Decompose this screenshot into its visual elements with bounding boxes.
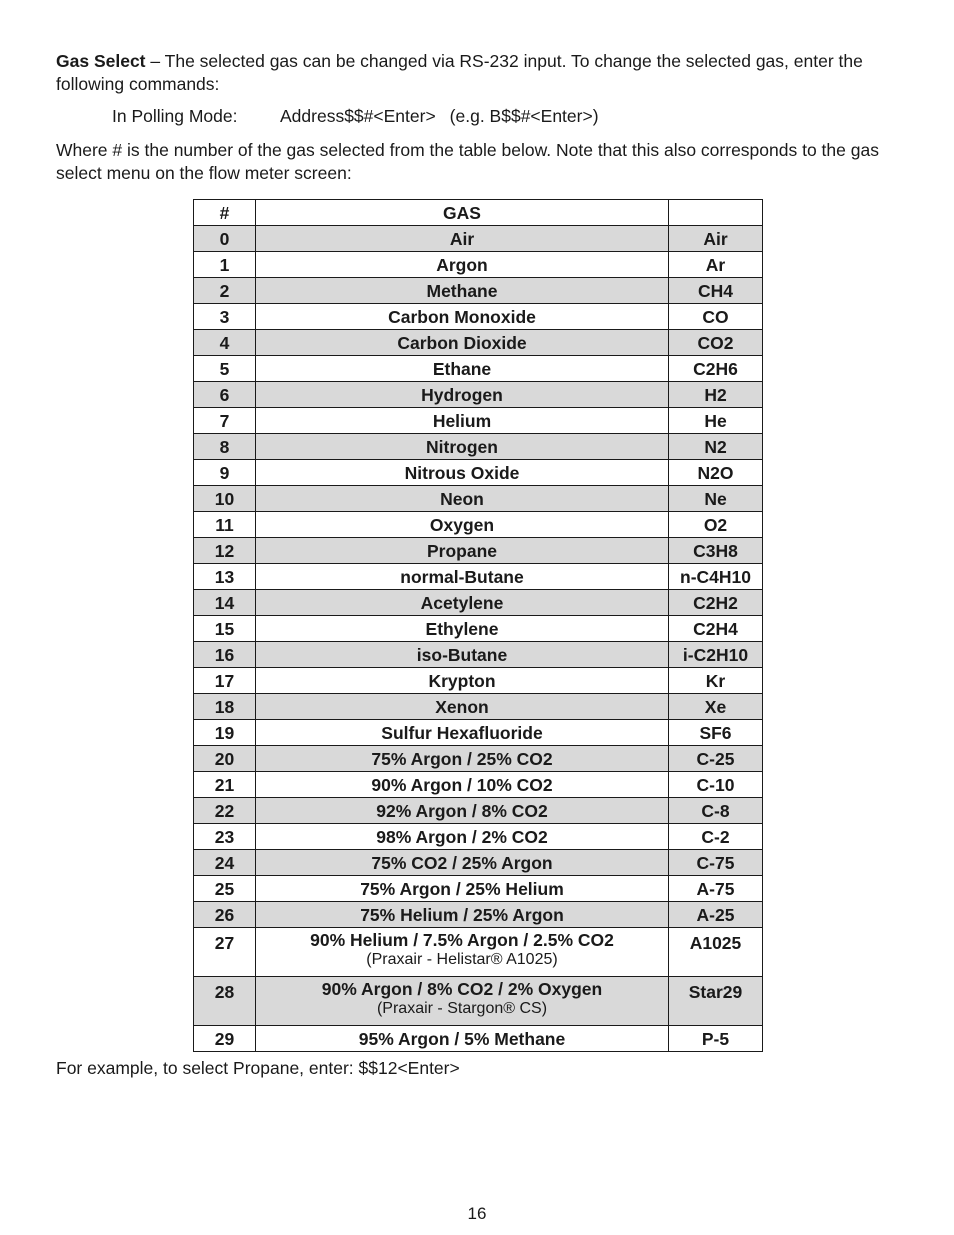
gas-number-cell: 25 [194,876,256,902]
section-heading: Gas Select [56,51,146,71]
gas-trade-name: (Praxair - Helistar® A1025) [366,951,558,968]
polling-command [112,105,901,127]
table-row [194,668,763,694]
gas-name: Ethylene [425,618,499,639]
gas-name-cell [256,746,669,772]
gas-number-cell: 0 [194,226,256,252]
table-row [194,772,763,798]
gas-number-cell: 13 [194,564,256,590]
gas-name-cell [256,460,669,486]
gas-number-cell: 3 [194,304,256,330]
gas-name: Acetylene [420,592,504,613]
table-row [194,1026,763,1052]
table-row [194,460,763,486]
gas-name: 90% Helium / 7.5% Argon / 2.5% CO2 [310,930,614,950]
gas-name-cell [256,902,669,928]
gas-name: Oxygen [429,514,495,535]
gas-number-cell: 1 [194,252,256,278]
gas-abbreviation-cell: A-25 [669,902,763,928]
table-row [194,408,763,434]
gas-name: Methane [426,280,498,301]
gas-name-cell [256,928,669,977]
gas-abbreviation-cell: Ar [669,252,763,278]
gas-name-cell [256,616,669,642]
table-row [194,434,763,460]
gas-number-cell: 10 [194,486,256,512]
gas-name: 75% Helium / 25% Argon [360,904,564,925]
gas-name: normal-Butane [400,566,524,587]
table-row [194,850,763,876]
gas-number-cell: 18 [194,694,256,720]
gas-abbreviation-cell: He [669,408,763,434]
gas-abbreviation-cell: N2 [669,434,763,460]
example-paragraph: For example, to select Propane, enter: $$12<Enter> [56,1058,460,1078]
table-row [194,616,763,642]
table-row [194,252,763,278]
gas-abbreviation-cell: C-8 [669,798,763,824]
table-row [194,512,763,538]
table-row [194,928,763,977]
command-label: In Polling Mode: [112,106,238,126]
gas-name-cell [256,642,669,668]
gas-number-cell: 14 [194,590,256,616]
gas-number-cell: 28 [194,977,256,1026]
intro-paragraph [56,50,901,95]
gas-abbreviation-cell: CO2 [669,330,763,356]
gas-name: Helium [432,410,492,431]
table-row [194,304,763,330]
gas-number-cell: 20 [194,746,256,772]
intro-text: – The selected gas can be changed via RS-232 input. To change the selected gas, enter the following commands: [56,51,863,94]
gas-abbreviation-cell: Ne [669,486,763,512]
gas-abbreviation-cell: C-2 [669,824,763,850]
gas-number-cell: 24 [194,850,256,876]
gas-name: Nitrous Oxide [404,462,520,483]
document-body [56,50,901,194]
gas-name-cell [256,512,669,538]
gas-abbreviation-cell: CO [669,304,763,330]
table-row [194,278,763,304]
table-row [194,977,763,1026]
gas-name: Carbon Monoxide [388,306,536,327]
gas-number-cell: 17 [194,668,256,694]
gas-name: Propane [426,540,498,561]
gas-name-cell [256,694,669,720]
table-row [194,486,763,512]
gas-name: 75% Argon / 25% Helium [360,878,564,899]
header-abbreviation [669,200,763,226]
gas-abbreviation-cell: H2 [669,382,763,408]
gas-number-cell: 23 [194,824,256,850]
gas-name: 95% Argon / 5% Methane [358,1028,566,1049]
gas-abbreviation-cell: i-C2H10 [669,642,763,668]
gas-abbreviation-cell: n-C4H10 [669,564,763,590]
table-row [194,538,763,564]
gas-number-cell: 7 [194,408,256,434]
gas-name-cell [256,668,669,694]
table-row [194,720,763,746]
gas-abbreviation-cell: C-10 [669,772,763,798]
gas-number-cell: 5 [194,356,256,382]
gas-number-cell: 6 [194,382,256,408]
gas-name: Ethane [432,358,492,379]
command-example: (e.g. B$$#<Enter>) [449,106,599,126]
table-row [194,226,763,252]
gas-abbreviation-cell: A-75 [669,876,763,902]
gas-name-cell [256,772,669,798]
table-row [194,330,763,356]
gas-number-cell: 16 [194,642,256,668]
gas-name: Xenon [435,696,489,717]
gas-number-cell: 27 [194,928,256,977]
gas-name: 98% Argon / 2% CO2 [376,826,548,847]
gas-name: Nitrogen [426,436,498,457]
gas-number-cell: 12 [194,538,256,564]
gas-name: Argon [436,254,488,275]
gas-number-cell: 15 [194,616,256,642]
gas-name: Sulfur Hexafluoride [381,722,543,743]
page-number: 16 [467,1204,487,1223]
gas-name-cell [256,798,669,824]
gas-name: 90% Argon / 8% CO2 / 2% Oxygen [321,979,603,999]
gas-name-cell [256,408,669,434]
gas-number-cell: 9 [194,460,256,486]
gas-name: Hydrogen [421,384,503,405]
gas-name-cell [256,330,669,356]
gas-name: 92% Argon / 8% CO2 [376,800,548,821]
gas-abbreviation-cell: C2H2 [669,590,763,616]
gas-abbreviation-cell: C2H6 [669,356,763,382]
gas-name-cell [256,226,669,252]
gas-name: Carbon Dioxide [397,332,527,353]
gas-name: Neon [440,488,484,509]
gas-number-cell: 21 [194,772,256,798]
gas-name-cell [256,590,669,616]
explanation-paragraph: Where # is the number of the gas selected from the table below. Note that this also corresponds to the gas select menu on the flow meter screen: [56,140,879,183]
gas-number-cell: 2 [194,278,256,304]
table-row [194,824,763,850]
command-syntax: Address$$#<Enter> [280,106,436,126]
gas-name-cell [256,876,669,902]
gas-abbreviation-cell: CH4 [669,278,763,304]
table-row [194,798,763,824]
gas-name-cell [256,434,669,460]
gas-name: 90% Argon / 10% CO2 [371,774,553,795]
header-gas: GAS [256,200,669,226]
table-row [194,382,763,408]
gas-abbreviation-cell: C2H4 [669,616,763,642]
table-row [194,564,763,590]
gas-number-cell: 11 [194,512,256,538]
gas-name: 75% Argon / 25% CO2 [371,748,553,769]
table-body [194,226,763,1052]
gas-abbreviation-cell: C3H8 [669,538,763,564]
gas-name-cell [256,1026,669,1052]
gas-abbreviation-cell: O2 [669,512,763,538]
table-row [194,356,763,382]
gas-trade-name: (Praxair - Stargon® CS) [376,1000,548,1017]
gas-name-cell [256,356,669,382]
table-row [194,876,763,902]
gas-number-cell: 19 [194,720,256,746]
gas-name-cell [256,278,669,304]
gas-abbreviation-cell: P-5 [669,1026,763,1052]
header-number: # [194,200,256,226]
gas-abbreviation-cell: N2O [669,460,763,486]
gas-number-cell: 26 [194,902,256,928]
gas-abbreviation-cell: Air [669,226,763,252]
gas-name-cell [256,252,669,278]
table-header-row [194,200,763,226]
gas-name-cell [256,977,669,1026]
gas-abbreviation-cell: Star29 [669,977,763,1026]
table-row [194,642,763,668]
table-row [194,694,763,720]
gas-name: Air [449,228,475,249]
gas-name: Krypton [428,670,496,691]
gas-number-cell: 8 [194,434,256,460]
gas-abbreviation-cell: A1025 [669,928,763,977]
gas-name-cell [256,824,669,850]
gas-name-cell [256,538,669,564]
gas-name-cell [256,720,669,746]
gas-name: 75% CO2 / 25% Argon [371,852,553,873]
gas-number-cell: 29 [194,1026,256,1052]
gas-name: iso-Butane [416,644,508,665]
gas-number-cell: 4 [194,330,256,356]
table-row [194,746,763,772]
gas-abbreviation-cell: C-75 [669,850,763,876]
gas-abbreviation-cell: C-25 [669,746,763,772]
gas-name-cell [256,304,669,330]
gas-number-cell: 22 [194,798,256,824]
gas-table [193,199,763,1052]
gas-abbreviation-cell: Xe [669,694,763,720]
gas-name-cell [256,486,669,512]
gas-abbreviation-cell: SF6 [669,720,763,746]
gas-name-cell [256,564,669,590]
table-row [194,902,763,928]
gas-name-cell [256,850,669,876]
gas-name-cell [256,382,669,408]
table-row [194,590,763,616]
gas-abbreviation-cell: Kr [669,668,763,694]
